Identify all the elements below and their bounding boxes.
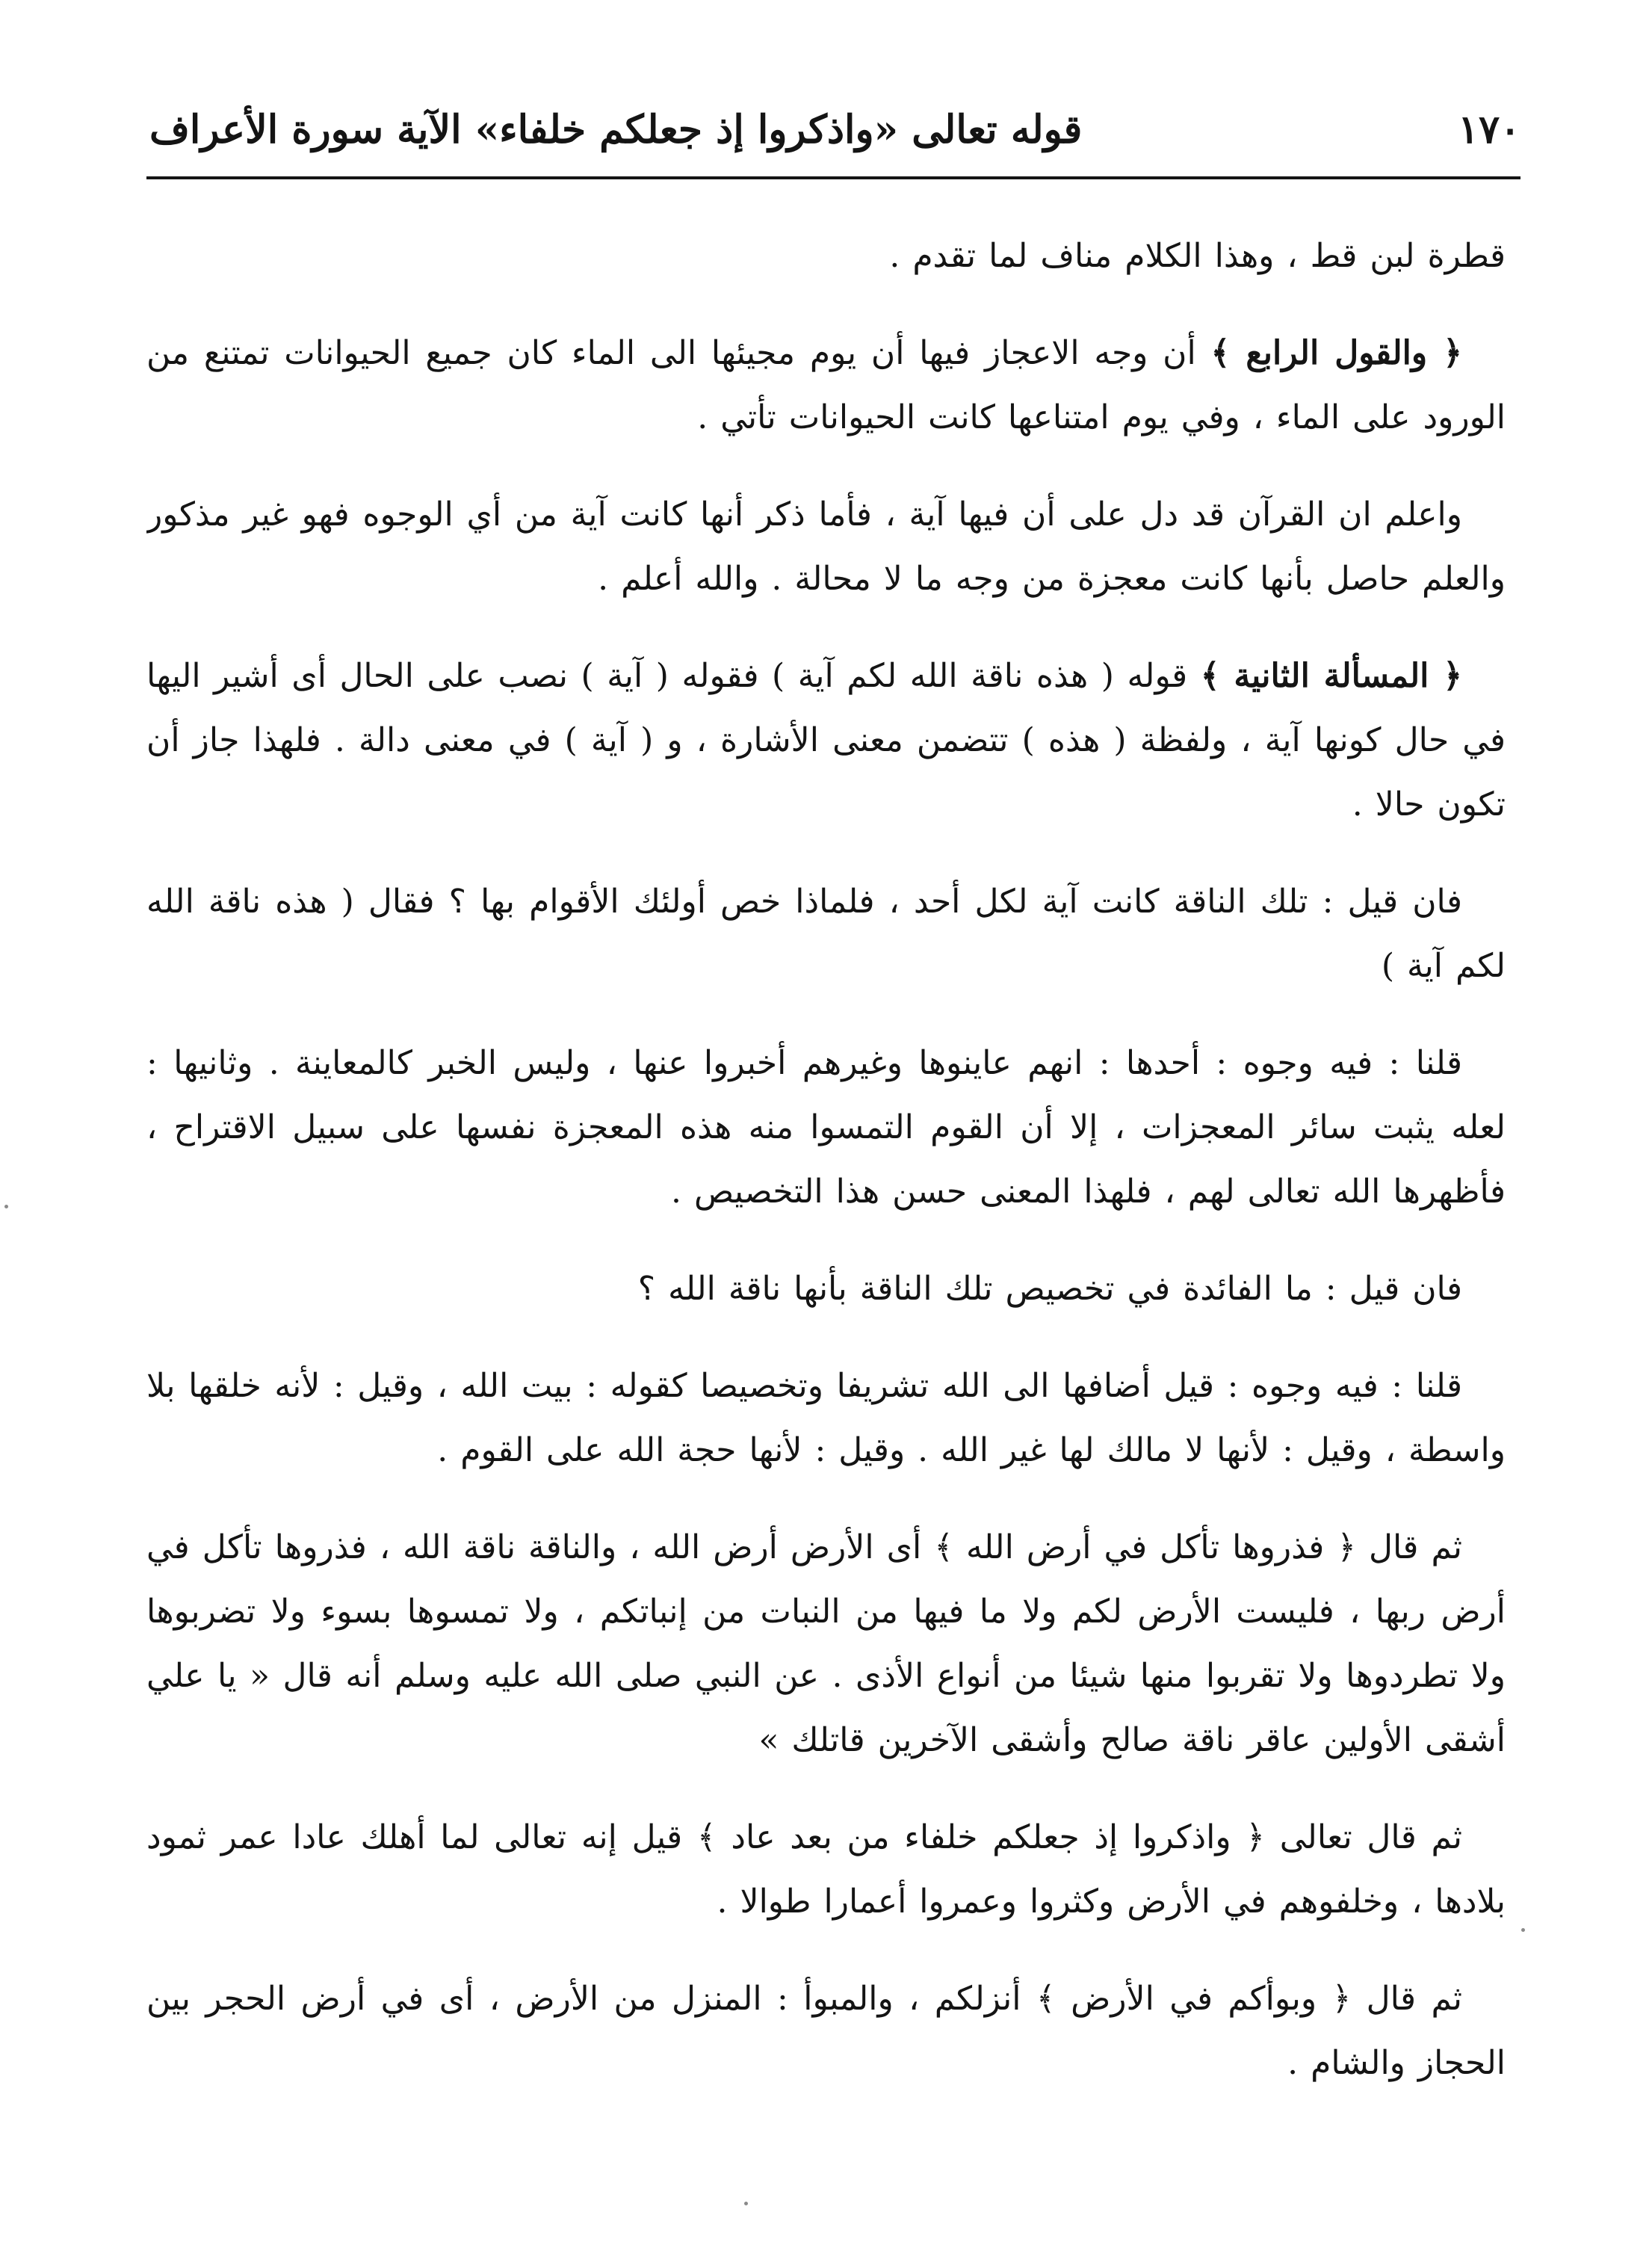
paragraph-text: قلنا : فيه وجوه : قيل أضافها الى الله تشريفا وتخصيصا كقوله : بيت الله ، وقيل : لأنه خلقها بلا واسطة ، وقيل : لأنها لا مالك لها غير الله . وقيل : لأنها حجة الله على القوم . xyxy=(146,1367,1506,1469)
paragraph-reply-2 xyxy=(146,1354,1506,1483)
section-heading: ﴿ والقول الرابع ﴾ xyxy=(1210,334,1462,372)
paragraph-remember xyxy=(146,1806,1506,1934)
paragraph-text: فان قيل : تلك الناقة كانت آية لكل أحد ، فلماذا خص أولئك الأقوام بها ؟ فقال ( هذه ناقة الله لكم آية ) xyxy=(146,883,1506,985)
page-body xyxy=(146,224,1506,2137)
paragraph-objection-2 xyxy=(146,1257,1506,1321)
scan-speck xyxy=(744,2202,748,2205)
page-number: ١٧٠ xyxy=(1458,106,1520,152)
paragraph-continuation xyxy=(146,224,1506,288)
paragraph-know-that xyxy=(146,483,1506,611)
header-title: قوله تعالى «واذكروا إذ جعلكم خلفاء» الآية سورة الأعراف xyxy=(149,106,1083,152)
paragraph-text: واعلم ان القرآن قد دل على أن فيها آية ، فأما ذكر أنها كانت آية من أي الوجوه فهو غير مذكور والعلم حاصل بأنها كانت معجزة من وجه ما لا محالة . والله أعلم . xyxy=(146,495,1506,598)
header-divider xyxy=(146,176,1520,179)
running-header xyxy=(149,88,1520,170)
paragraph-text: قطرة لبن قط ، وهذا الكلام مناف لما تقدم . xyxy=(889,237,1506,275)
paragraph-text: أن وجه الاعجاز فيها أن يوم مجيئها الى الماء كان جميع الحيوانات تمتنع من الورود على الماء ، وفي يوم امتناعها كانت الحيوانات تأتي . xyxy=(146,334,1506,436)
paragraph-second-issue xyxy=(146,644,1506,837)
paragraph-leave-her xyxy=(146,1516,1506,1773)
section-heading: ﴿ المسألة الثانية ﴾ xyxy=(1200,657,1463,695)
paragraph-fourth-opinion xyxy=(146,321,1506,450)
paragraph-reply-1 xyxy=(146,1031,1506,1224)
paragraph-text: ثم قال تعالى ﴿ واذكروا إذ جعلكم خلفاء من بعد عاد ﴾ قيل إنه تعالى لما أهلك عادا عمر ثمود بلادها ، وخلفوهم في الأرض وكثروا وعمروا أعمارا طوالا . xyxy=(146,1818,1506,1921)
paragraph-objection-1 xyxy=(146,870,1506,998)
paragraph-text: فان قيل : ما الفائدة في تخصيص تلك الناقة بأنها ناقة الله ؟ xyxy=(637,1270,1462,1308)
scan-speck xyxy=(4,1205,8,1208)
paragraph-text: قلنا : فيه وجوه : أحدها : انهم عاينوها وغيرهم أخبروا عنها ، وليس الخبر كالمعاينة . وثانيها : لعله يثبت سائر المعجزات ، إلا أن القوم التمسوا منه هذه المعجزة نفسها على سبيل الاقتراح ، فأظهرها الله تعالى لهم ، فلهذا المعنى حسن هذا التخصيص . xyxy=(146,1044,1506,1211)
paragraph-text: قوله ( هذه ناقة الله لكم آية ) فقوله ( آية ) نصب على الحال أى أشير اليها في حال كونها آية ، ولفظة ( هذه ) تتضمن معنى الأشارة ، و ( آية ) في معنى دالة . فلهذا جاز أن تكون حالا . xyxy=(146,657,1506,824)
scan-speck xyxy=(1521,1928,1525,1932)
paragraph-settled xyxy=(146,1967,1506,2096)
paragraph-text: ثم قال ﴿ وبوأكم في الأرض ﴾ أنزلكم ، والمبوأ : المنزل من الأرض ، أى في أرض الحجر بين الحجاز والشام . xyxy=(146,1980,1506,2082)
paragraph-text: ثم قال ﴿ فذروها تأكل في أرض الله ﴾ أى الأرض أرض الله ، والناقة ناقة الله ، فذروها تأكل في أرض ربها ، فليست الأرض لكم ولا ما فيها من النبات من إنباتكم ، ولا تمسوها بسوء ولا تضربوها ولا تطردوها ولا تقربوا منها شيئا من أنواع الأذى . عن النبي صلى الله عليه وسلم أنه قال « يا علي أشقى الأولين عاقر ناقة صالح وأشقى الآخرين قاتلك » xyxy=(146,1528,1506,1759)
